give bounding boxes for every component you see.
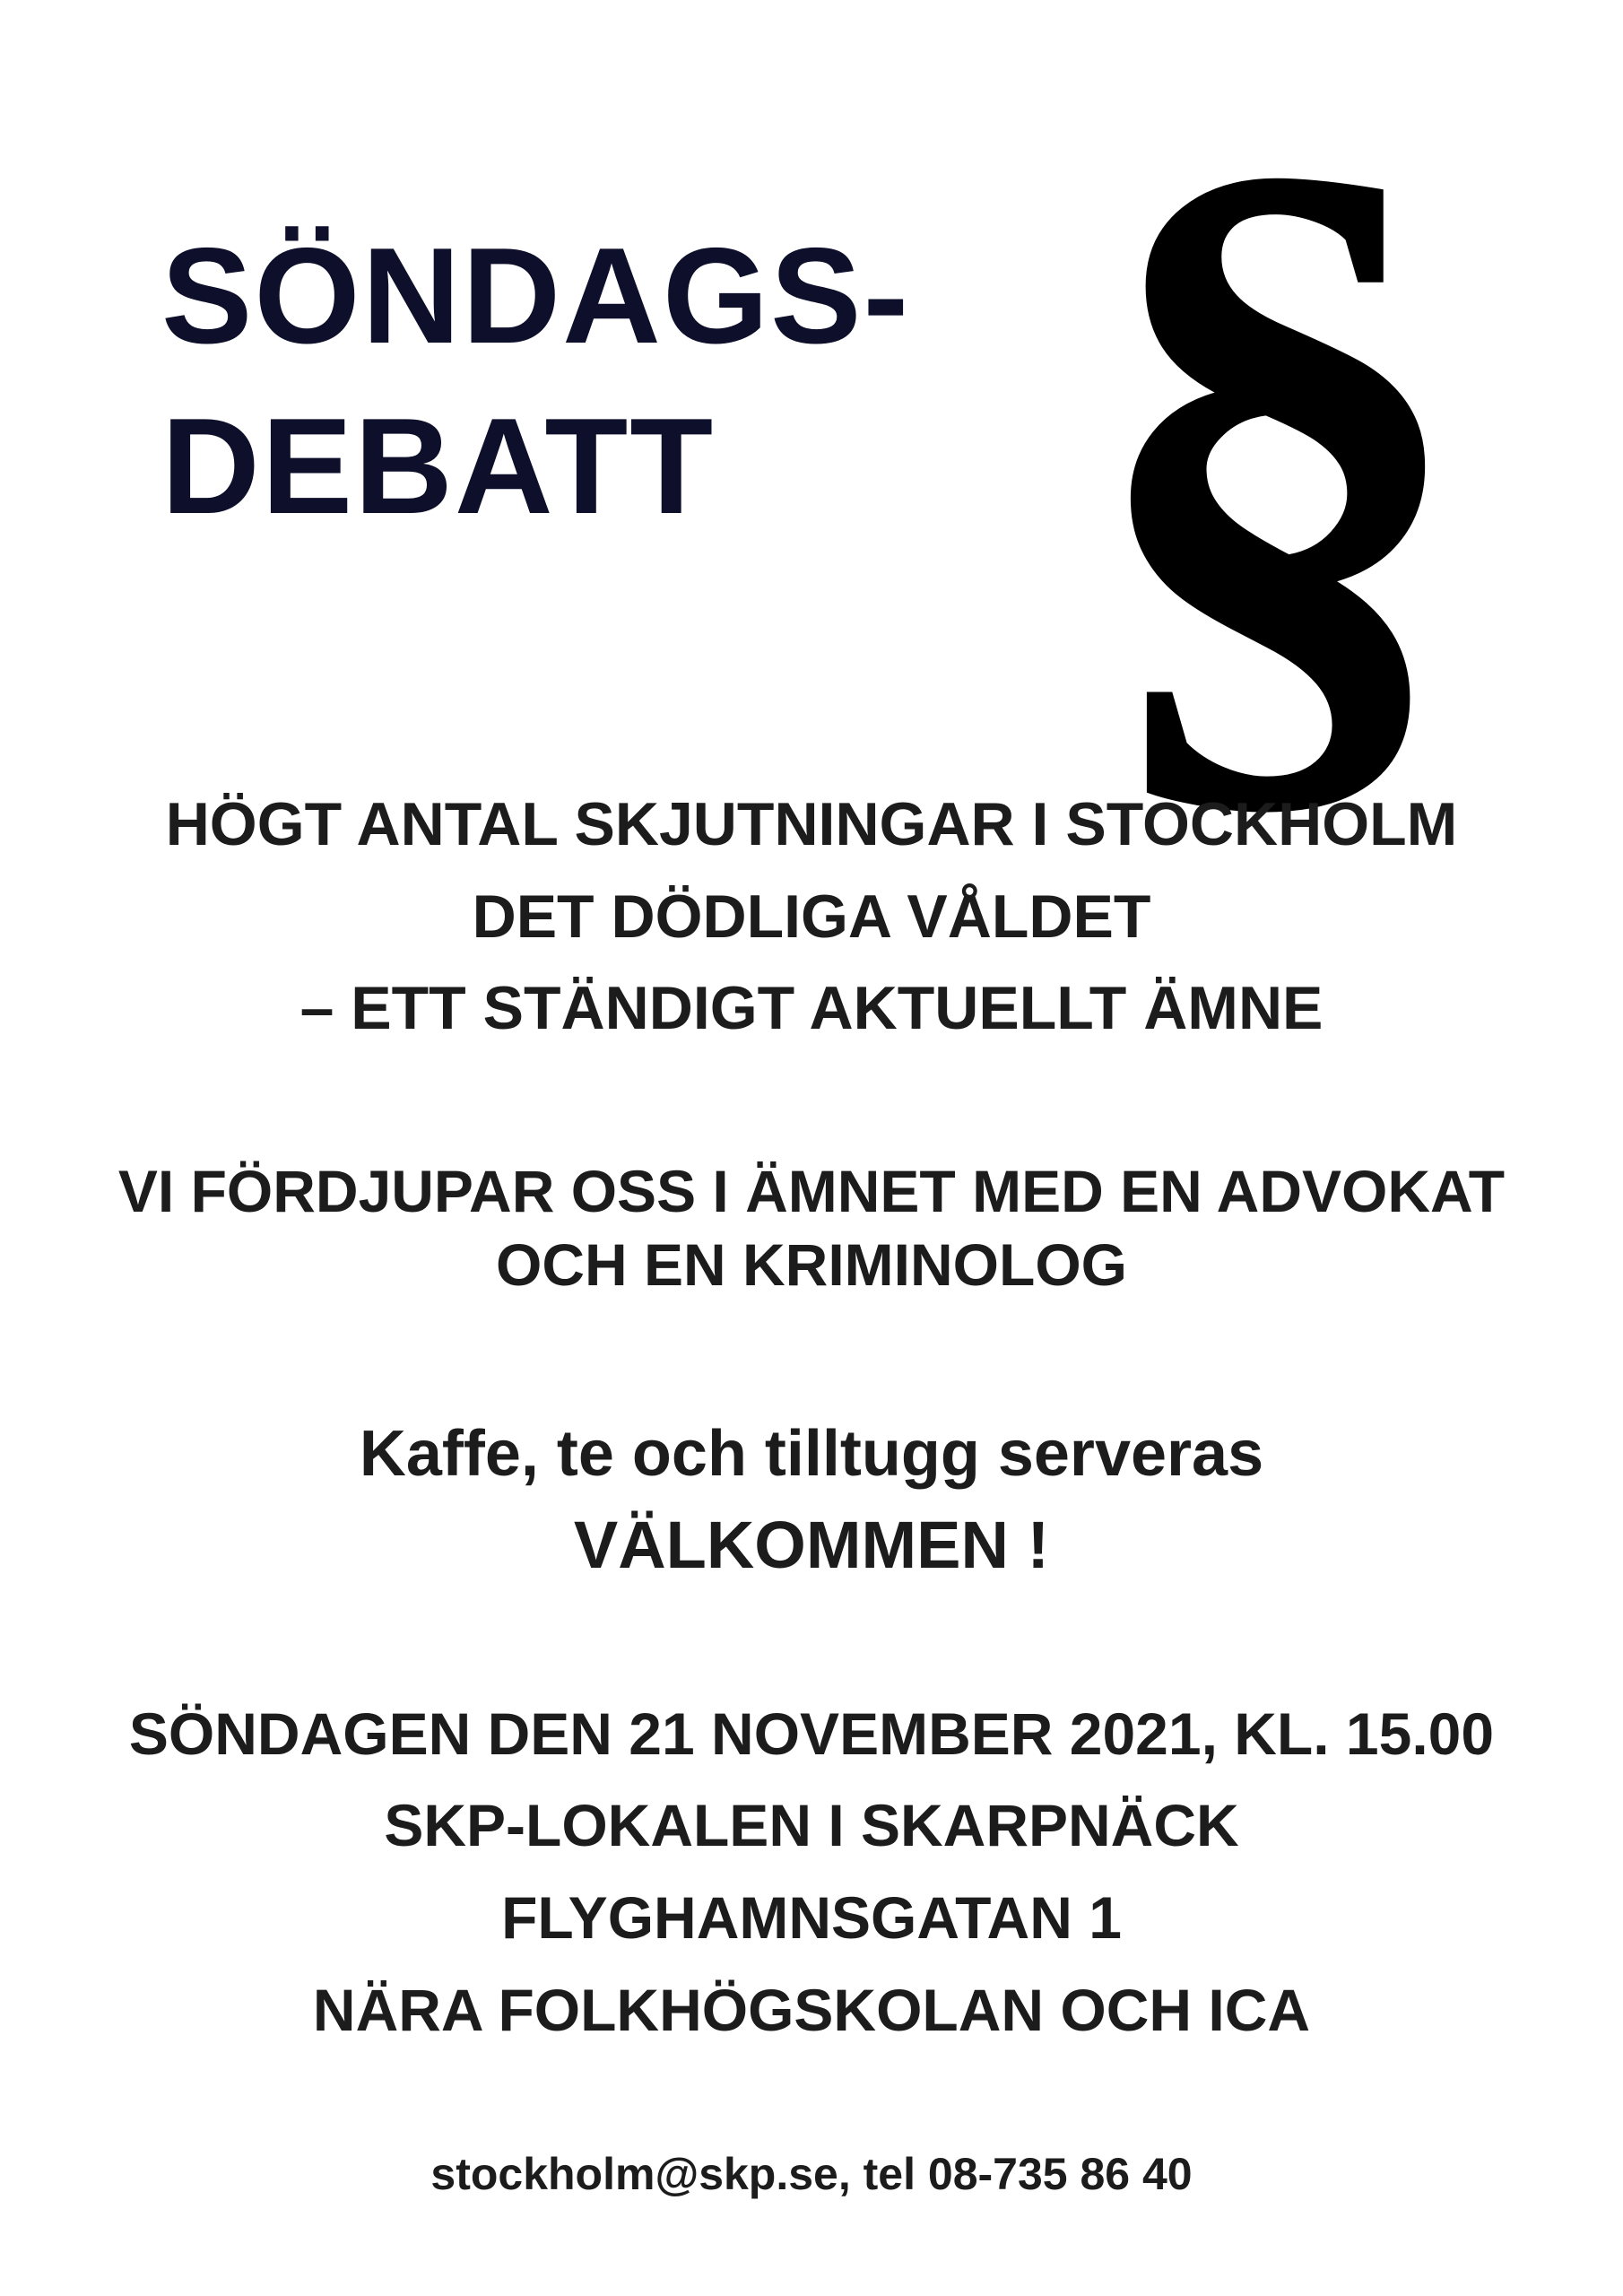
title-line-1: SÖNDAGS- — [161, 220, 911, 372]
poster-title — [161, 211, 910, 552]
section-sign-icon: § — [1081, 12, 1475, 885]
event-date: SÖNDAGEN DEN 21 NOVEMBER 2021, KL. 15.00 — [128, 1700, 1495, 1767]
description-line-1: VI FÖRDJUPAR OSS I ÄMNET MED EN ADVOKAT — [117, 1158, 1506, 1224]
topic-line-1: HÖGT ANTAL SKJUTNINGAR I STOCKHOLM — [165, 790, 1458, 858]
event-address: FLYGHAMNSGATAN 1 — [501, 1884, 1122, 1951]
contact-info: stockholm@skp.se, tel 08-735 86 40 — [430, 2149, 1193, 2199]
welcome-text: VÄLKOMMEN ! — [573, 1508, 1050, 1582]
event-venue: SKP-LOKALEN I SKARPNÄCK — [384, 1792, 1239, 1858]
topic-line-2: DET DÖDLIGA VÅLDET — [472, 883, 1151, 951]
event-landmark: NÄRA FOLKHÖGSKOLAN OCH ICA — [312, 1977, 1311, 2043]
title-line-2: DEBATT — [161, 390, 716, 543]
description-line-2: OCH EN KRIMINOLOG — [496, 1231, 1127, 1298]
refreshments-text: Kaffe, te och tilltugg serveras — [359, 1418, 1264, 1490]
topic-line-3: – ETT STÄNDIGT AKTUELLT ÄMNE — [299, 974, 1324, 1042]
